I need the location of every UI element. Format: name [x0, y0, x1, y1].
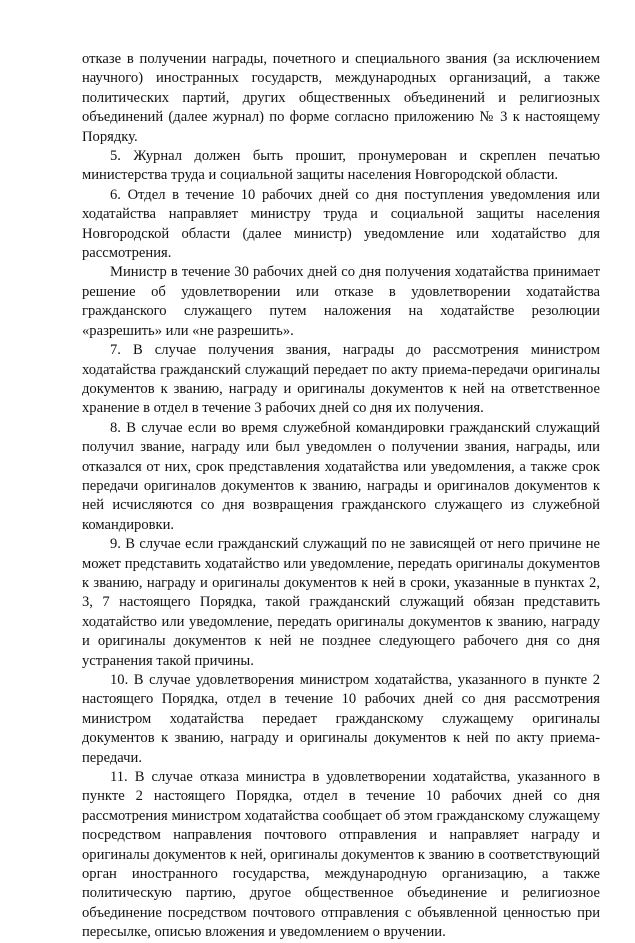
document-page [82, 50, 600, 943]
paragraph-item-6: 6. Отдел в течение 10 рабочих дней со дня поступления уведомления или ходатайства направляет министру труда и социальной защиты населения Новгородской области (далее министр) уведомление или ходатайство для рассмотрения. [82, 186, 600, 262]
paragraph-minister-decision: Министр в течение 30 рабочих дней со дня получения ходатайства принимает решение об удовлетворении или отказе в удовлетворении ходатайства гражданского служащего путем наложения на ходатайстве резолюции «разрешить» или «не разрешить». [82, 264, 600, 339]
paragraph-item-5: 5. Журнал должен быть прошит, пронумерован и скреплен печатью министерства труда и социальной защиты населения Новгородской области. [82, 148, 600, 184]
paragraph-item-10: 10. В случае удовлетворения министром ходатайства, указанного в пункте 2 настоящего Порядка, отдел в течение 10 рабочих дней со дня рассмотрения министром ходатайства передает гражданскому служащему оригиналы документов к званию, награду и оригиналы документов к ней по акту приема-передачи. [82, 672, 600, 766]
paragraph-item-11: 11. В случае отказа министра в удовлетворении ходатайства, указанного в пункте 2 настоящего Порядка, отдел в течение 10 рабочих дней со дня рассмотрения министром ходатайства сообщает об этом гражданскому служащему посредством направления почтового отправления и направляет награду и оригиналы документов к ней, оригиналы документов к званию в соответствующий орган иностранного государства, международную организацию, а также политическую партию, другое общественное объединение и религиозное объединение посредством почтового отправления с объявленной ценностью при пересылке, описью вложения и уведомлением о вручении. [82, 769, 600, 941]
paragraph-item-8: 8. В случае если во время служебной командировки гражданский служащий получил звание, награду или был уведомлен о получении звания, награды, или отказался от них, срок представления ходатайства или уведомления, а также срок передачи оригиналов документов к званию, награды и оригиналов документов к ней исчисляются со дня возвращения гражданского служащего из служебной командировки. [82, 419, 600, 533]
paragraph-item-9: 9. В случае если гражданский служащий по не зависящей от него причине не может представить ходатайство или уведомление, передать оригиналы документов к званию, награду и оригиналы документов к ней в сроки, указанные в пунктах 2, 3, 7 настоящего Порядка, такой гражданский служащий обязан представить ходатайство или уведомление, передать оригиналы документов к званию, награду и оригиналы документов к ней не позднее следующего рабочего дня со дня устранения такой причины. [82, 536, 600, 669]
paragraph-journal-continuation: отказе в получении награды, почетного и специального звания (за исключением научного) иностранных государств, международных организаций, а также политических партий, других общественных объединений и религиозных объединений (далее журнал) по форме согласно приложению № 3 к настоящему Порядку. [82, 51, 600, 145]
paragraph-item-7: 7. В случае получения звания, награды до рассмотрения министром ходатайства гражданский служащий передает по акту приема-передачи оригиналы документов к званию, награду и оригиналы документов к ней на ответственное хранение в отдел в течение 3 рабочих дней со дня их получения. [82, 342, 600, 417]
